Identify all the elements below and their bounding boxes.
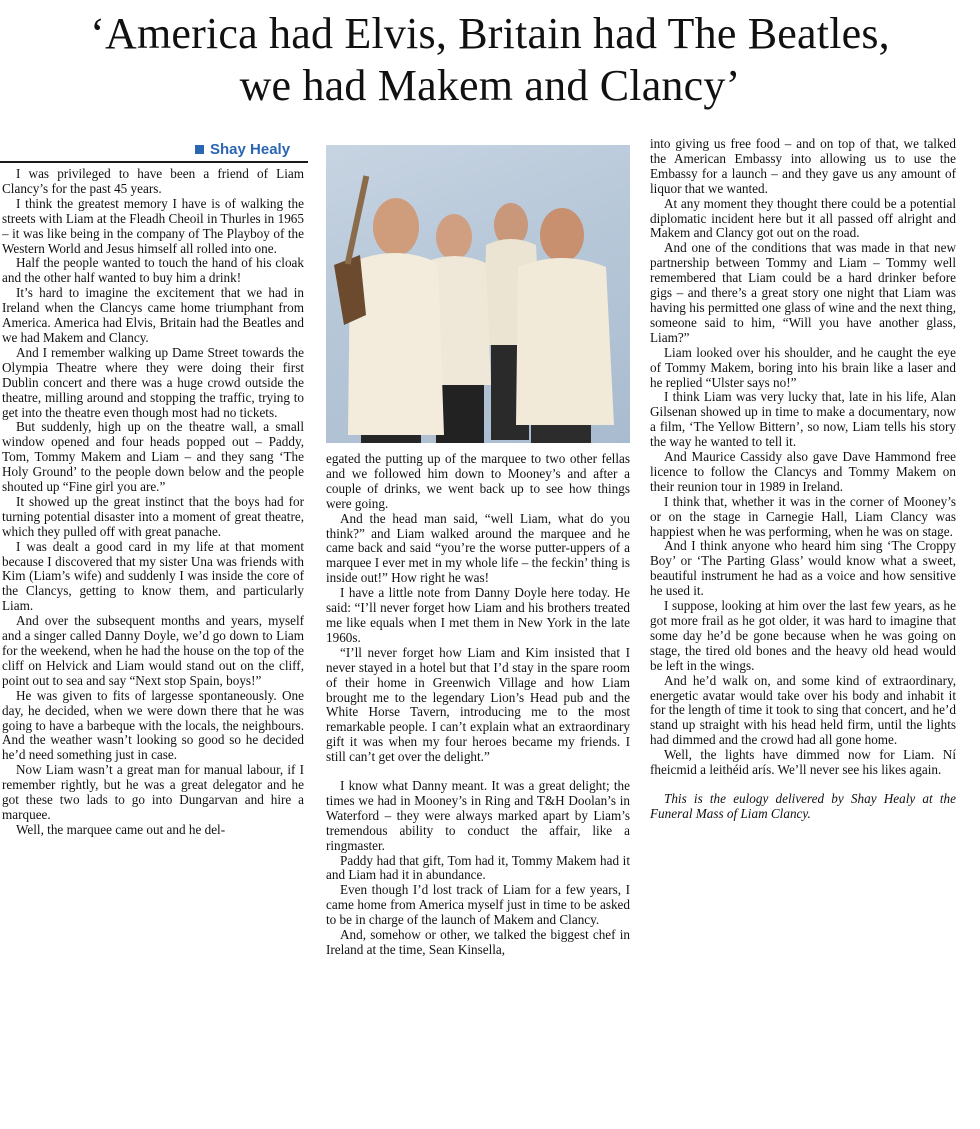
paragraph: Half the people wanted to touch the hand of his cloak and the other half wanted to buy him a drink! [2, 255, 304, 286]
paragraph: “I’ll never forget how Liam and Kim insisted that I never stayed in a hotel but that I’d stay in the spare room of their home in Greenwich Village and how Liam brought me to the legendary Lion’s Head pub and the White Horse Tavern, introducing me to the most remarkable people. I can’t explain what an extraordinary gift it was when my four heroes became my friends. I still can’t get over the delight.” [326, 644, 630, 765]
paragraph: And, somehow or other, we talked the biggest chef in Ireland at the time, Sean Kinsella, [326, 927, 630, 957]
paragraph: It’s hard to imagine the excitement that we had in Ireland when the Clancys came home triumphant from America. America had Elvis, Britain had the Beatles and we had Makem and Clancy. [2, 285, 304, 345]
paragraph: I think Liam was very lucky that, late in his life, Alan Gilsenan showed up in time to make a documentary, now a film, ‘The Yellow Bittern’, so now, Liam tells his story the way he wanted to tell it. [650, 389, 956, 450]
paragraph: I was privileged to have been a friend of Liam Clancy’s for the past 45 years. [2, 167, 304, 196]
paragraph: egated the putting up of the marquee to two other fellas and we followed him down to Mooney’s and after a couple of drinks, we went back up to see how things were going. [326, 452, 630, 511]
paragraph: He was given to fits of largesse spontaneously. One day, he decided, when we were down there that he was going to have a barbeque with the locals, the neighbours. And the weather wasn’t looking so good so he decided he’d need something just in case. [2, 687, 304, 763]
paragraph: I suppose, looking at him over the last few years, as he got more frail as he got older, it was hard to imagine that some day he’d be gone because when he was going on stage, the tired old bones and the heavy old head would be left in the wings. [650, 598, 956, 673]
byline-square-icon [195, 145, 204, 154]
article-column-2 [326, 452, 630, 1127]
paragraph: into giving us free food – and on top of that, we talked the American Embassy into allowing us to use the Embassy for a launch – and they gave us any amount of liquor that we wanted. [650, 137, 956, 196]
paragraph: At any moment they thought there could be a potential diplomatic incident here but it all passed off alright and Makem and Clancy got out on the road. [650, 195, 956, 241]
paragraph: Liam looked over his shoulder, and he caught the eye of Tommy Makem, boring into his brain like a laser and he replied “Ulster says no!” [650, 344, 956, 390]
byline [195, 139, 305, 159]
paragraph: Well, the lights have dimmed now for Liam. Ní fheicmid a leithéid arís. We’ll never see his likes again. [650, 747, 956, 778]
paragraph: Now Liam wasn’t a great man for manual labour, if I remember rightly, but he was a great delegator and he got these two lads to go into Dungarvan and hire a marquee. [2, 762, 304, 822]
band-photo [326, 145, 630, 443]
photo-icon [326, 145, 630, 443]
paragraph: And he’d walk on, and some kind of extraordinary, energetic avatar would take over his body and inhabit it for the length of time it took to sing that concert, and he’d stand up straight with his head held firm, until the lights had dimmed and the crowd had all gone home. [650, 672, 956, 748]
paragraph: I have a little note from Danny Doyle here today. He said: “I’ll never forget how Liam and his brothers treated me like equals when I met them in New York in the late 1960s. [326, 585, 630, 645]
paragraph: I know what Danny meant. It was a great delight; the times we had in Mooney’s in Ring and T&H Doolan’s in Waterford – they were always marked apart by Liam’s tremendous ability to conduct the affair, like a ringmaster. [326, 778, 630, 853]
byline-author: Shay Healy [210, 140, 291, 158]
paragraph: And I think anyone who heard him sing ‘The Croppy Boy’ or ‘The Parting Glass’ would know what a sweet, beautiful instrument he had as a voice and how sensitive he used it. [650, 538, 956, 599]
paragraph: And the head man said, “well Liam, what do you think?” and Liam walked around the marquee and he came back and said “you’re the worse putter-uppers of a marquee I ever met in my whole life – the feckin’ thing is inside out!” How right he was! [326, 510, 630, 586]
paragraph: And over the subsequent months and years, myself and a singer called Danny Doyle, we’d go down to Liam for the weekend, when he had the house on the top of the cliff on Helvick and Liam would stand out on the cliff, point out to sea and say “Next stop Spain, boys!” [2, 613, 304, 688]
paragraph: Paddy had that gift, Tom had it, Tommy Makem had it and Liam had it in abundance. [326, 852, 630, 883]
paragraph: I think the greatest memory I have is of walking the streets with Liam at the Fleadh Cheoil in Thurles in 1965 – it was like being in the company of The Playboy of the Western World and Jesus himself all rolled into one. [2, 195, 304, 256]
headline [0, 8, 980, 112]
paragraph: And one of the conditions that was made in that new partnership between Tommy and Liam – Tommy well remembered that Liam could be a hard drinker before gigs – and there’s a great story one night that Liam was having his permitted one glass of wine and the next thing, someone said to him, “Will you have another glass, Liam?” [650, 240, 956, 345]
paragraph: I was dealt a good card in my life at that moment because I discovered that my sister Una was friends with Kim (Liam’s wife) and suddenly I was inside the core of the Clancys, getting to know them, and particularly Liam. [2, 538, 304, 614]
paragraph: Well, the marquee came out and he del- [16, 821, 226, 837]
paragraph: And I remember walking up Dame Street towards the Olympia Theatre where they were doing their first Dublin concert and there was a huge crowd outside the theatre, milling around and stopping the traffic, trying to get into the theatre even though most had no tickets. [2, 344, 304, 420]
article-column-1 [2, 167, 304, 1127]
byline-rule [0, 161, 308, 163]
paragraph: Even though I’d lost track of Liam for a few years, I came home from America myself just in time to be asked to be in charge of the launch of Makem and Clancy. [326, 882, 630, 928]
eulogy-credit: This is the eulogy delivered by Shay Healy at the Funeral Mass of Liam Clancy. [650, 790, 956, 821]
paragraph: It showed up the great instinct that the boys had for turning potential disaster into a moment of great theatre, which they pulled off with great panache. [2, 493, 304, 539]
headline-line-1: ‘America had Elvis, Britain had The Beatles, [90, 9, 890, 58]
headline-line-2: we had Makem and Clancy’ [239, 61, 741, 110]
article-column-3 [650, 137, 956, 1127]
paragraph: And Maurice Cassidy also gave Dave Hammond free licence to follow the Clancys and Tommy Makem on their reunion tour in 1989 in Ireland. [650, 449, 956, 494]
paragraph: I think that, whether it was in the corner of Mooney’s or on the stage in Carnegie Hall, Liam Clancy was happiest when he was performing, when he was on stage. [650, 493, 956, 539]
paragraph: But suddenly, high up on the theatre wall, a small window opened and four heads popped out – Paddy, Tom, Tommy Makem and Liam – and they sang ‘The Holy Ground’ to the people down below and the people shouted up “Fine girl you are.” [2, 419, 304, 495]
